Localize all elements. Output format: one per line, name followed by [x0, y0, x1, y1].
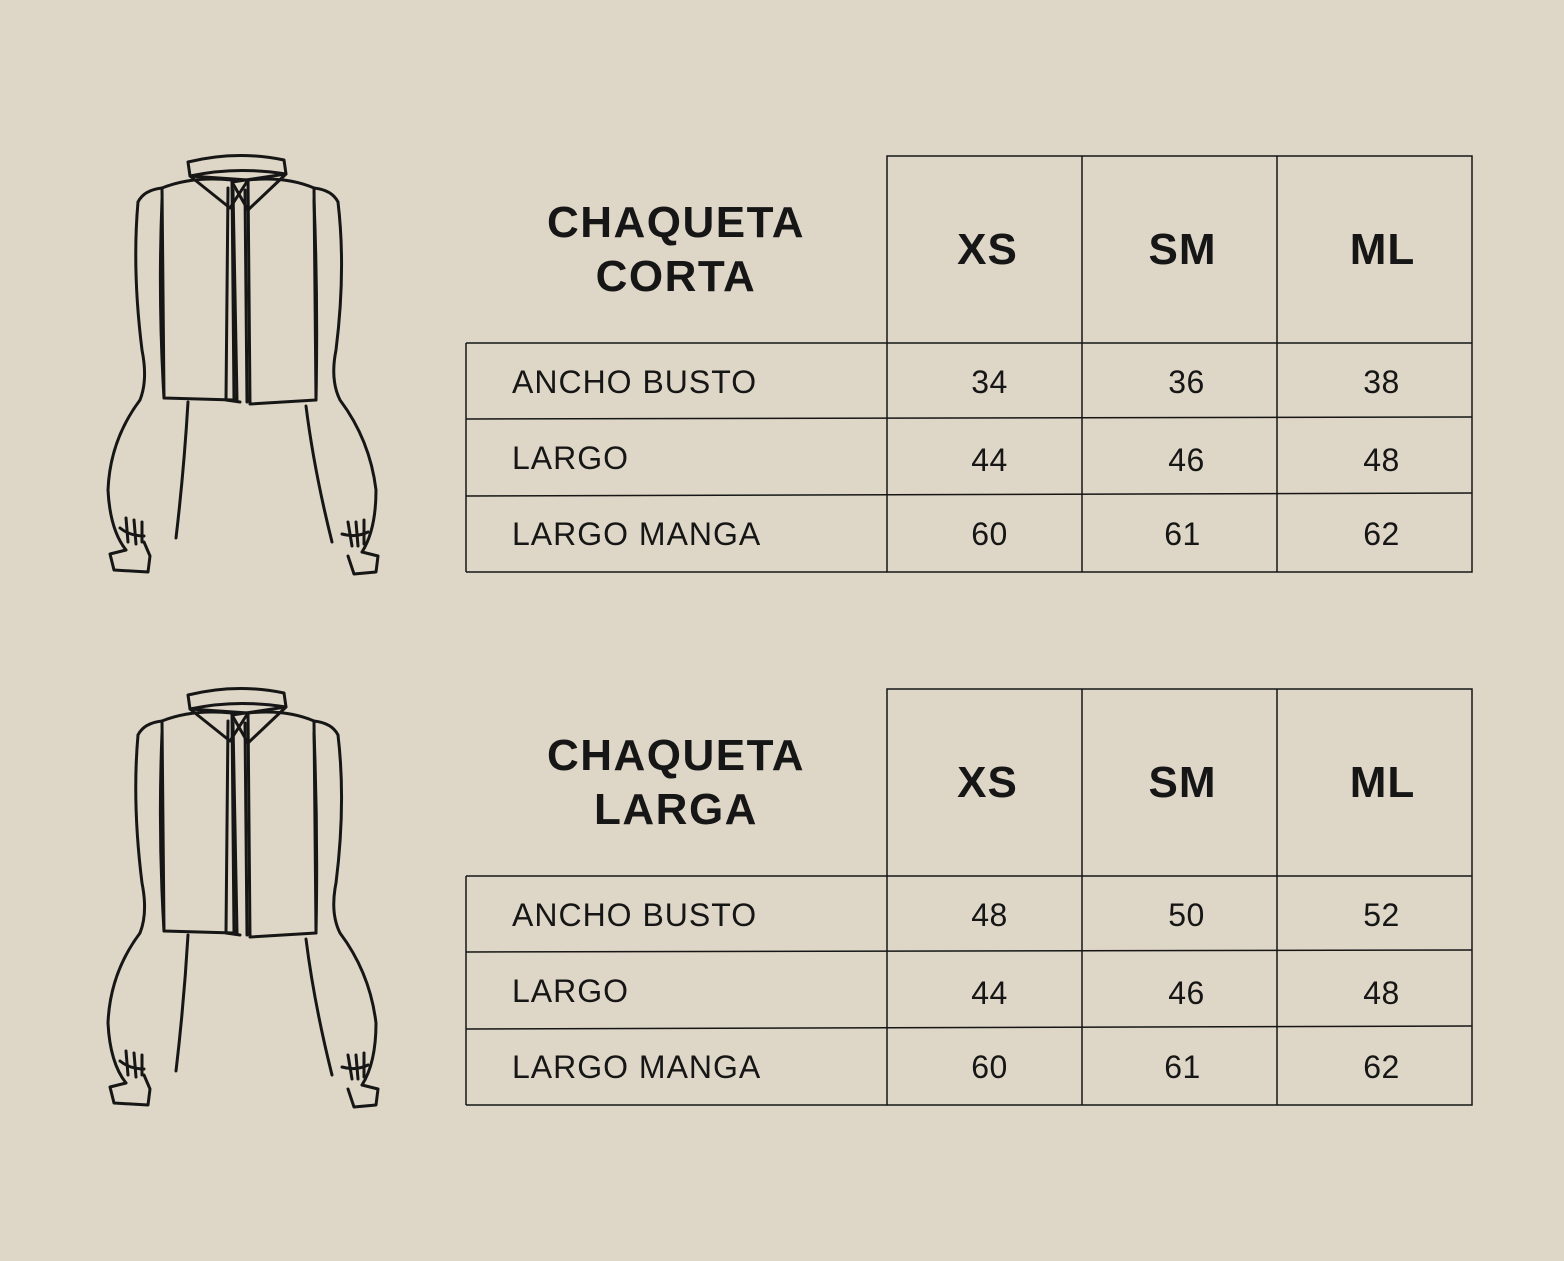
size-header-ml: ML	[1349, 224, 1416, 274]
table-title-line1: CHAQUETA	[546, 730, 806, 780]
row-label-largo: LARGO	[512, 439, 630, 476]
table-cell: 60	[971, 515, 1008, 552]
table-cell: 36	[1168, 363, 1205, 400]
row-label-largo-manga: LARGO MANGA	[512, 515, 762, 552]
table-cell: 62	[1363, 1048, 1400, 1085]
table-cell: 48	[971, 896, 1008, 933]
row-label-ancho-busto: ANCHO BUSTO	[512, 896, 758, 933]
table-title	[466, 689, 886, 876]
table-cell: 44	[971, 974, 1008, 1011]
table-cell: 62	[1363, 515, 1400, 552]
row-label-largo: LARGO	[512, 972, 630, 1009]
table-title-line1: CHAQUETA	[546, 197, 806, 247]
table-cell: 48	[1363, 974, 1400, 1011]
size-header-sm: SM	[1148, 224, 1217, 274]
size-chart-chaqueta-larga	[0, 533, 1564, 1093]
jacket-icon	[100, 683, 410, 1113]
jacket-icon	[100, 150, 410, 580]
table-cell: 46	[1168, 441, 1205, 478]
table-cell: 46	[1168, 974, 1205, 1011]
table-cell: 61	[1164, 1048, 1201, 1085]
table-cell: 52	[1363, 896, 1400, 933]
table-cell: 48	[1363, 441, 1400, 478]
size-header-sm: SM	[1148, 757, 1217, 807]
table-cell: 38	[1363, 363, 1400, 400]
size-header-ml: ML	[1349, 757, 1416, 807]
table-cell: 61	[1164, 515, 1201, 552]
size-table	[466, 156, 1472, 572]
table-title-line2: LARGA	[594, 784, 758, 834]
row-label-largo-manga: LARGO MANGA	[512, 1048, 762, 1085]
table-cell: 60	[971, 1048, 1008, 1085]
row-label-ancho-busto: ANCHO BUSTO	[512, 363, 758, 400]
table-cell: 34	[971, 363, 1008, 400]
table-title	[466, 156, 886, 343]
table-cell: 50	[1168, 896, 1205, 933]
table-cell: 44	[971, 441, 1008, 478]
size-header-xs: XS	[957, 224, 1018, 274]
table-title-line2: CORTA	[595, 251, 757, 301]
size-header-xs: XS	[957, 757, 1018, 807]
size-table	[466, 689, 1472, 1105]
size-chart-chaqueta-corta	[0, 0, 1564, 560]
